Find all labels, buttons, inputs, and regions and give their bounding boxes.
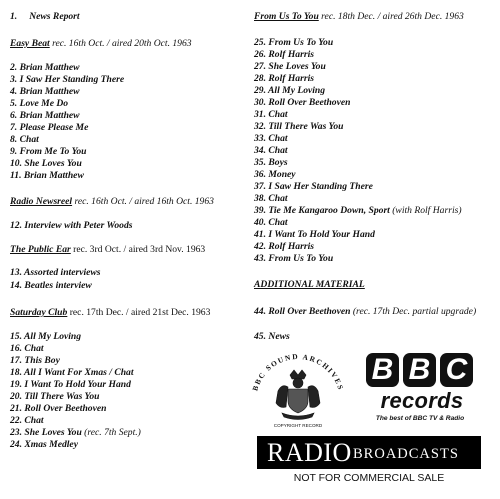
track: 10. She Loves You xyxy=(10,158,82,169)
track: 45. News xyxy=(254,331,290,342)
track: 42. Rolf Harris xyxy=(254,241,314,252)
section-dates: rec. 17th Dec. / aired 21st Dec. 1963 xyxy=(67,307,211,318)
section-title: Radio Newsreel xyxy=(10,196,73,207)
track-title: 39. Tie Me Kangaroo Down, Sport xyxy=(254,205,390,216)
track: 14. Beatles interview xyxy=(10,280,92,291)
section-easy-beat xyxy=(10,38,192,50)
track-note: (with Rolf Harris) xyxy=(389,205,462,216)
broadcasts-word: BROADCASTS xyxy=(353,446,459,462)
section-title: Saturday Club xyxy=(10,307,68,318)
bbc-blocks xyxy=(366,353,474,389)
bbc-records-word: records xyxy=(380,388,464,413)
track: 20. Till There Was You xyxy=(10,391,100,402)
section-public-ear xyxy=(10,244,205,256)
bbc-tagline: The best of BBC TV & Radio xyxy=(375,415,465,422)
track: 37. I Saw Her Standing There xyxy=(254,181,373,192)
track: 27. She Loves You xyxy=(254,61,326,72)
track: 7. Please Please Me xyxy=(10,122,89,133)
section-dates: rec. 16th Oct. / aired 20th Oct. 1963 xyxy=(49,38,192,49)
track: 6. Brian Matthew xyxy=(10,110,80,121)
track: 30. Roll Over Beethoven xyxy=(254,97,351,108)
track: 40. Chat xyxy=(254,217,288,228)
track: 15. All My Loving xyxy=(10,331,82,342)
track: 13. Assorted interviews xyxy=(10,267,101,278)
track xyxy=(10,427,141,439)
not-for-sale-notice: NOT FOR COMMERCIAL SALE xyxy=(293,472,445,484)
section-dates: rec. 3rd Oct. / aired 3rd Nov. 1963 xyxy=(70,244,206,255)
track: 4. Brian Matthew xyxy=(10,86,80,97)
bsa-copyright: COPYRIGHT RECORD xyxy=(273,423,323,428)
track: 43. From Us To You xyxy=(254,253,334,264)
track: 12. Interview with Peter Woods xyxy=(10,220,133,231)
track-title: 44. Roll Over Beethoven xyxy=(254,306,351,317)
coat-of-arms-icon xyxy=(244,345,352,433)
section-additional-material xyxy=(254,279,365,291)
track: 8. Chat xyxy=(10,134,39,145)
track: 41. I Want To Hold Your Hand xyxy=(254,229,375,240)
track: 38. Chat xyxy=(254,193,288,204)
track-note: (rec. 17th Dec. partial upgrade) xyxy=(350,306,477,317)
track: 29. All My Loving xyxy=(254,85,326,96)
bbc-records-logo xyxy=(362,351,478,427)
track: 22. Chat xyxy=(10,415,44,426)
section-dates: rec. 18th Dec. / aired 26th Dec. 1963 xyxy=(318,11,464,22)
bbc-sound-archives-logo xyxy=(244,345,352,433)
track-note: (rec. 7th Sept.) xyxy=(81,427,141,438)
track-title: 23. She Loves You xyxy=(10,427,82,438)
track-1 xyxy=(10,11,80,23)
track: 26. Rolf Harris xyxy=(254,49,314,60)
track: 33. Chat xyxy=(254,133,288,144)
track: 3. I Saw Her Standing There xyxy=(10,74,125,85)
bbc-letter: B xyxy=(366,353,399,387)
track: 18. All I Want For Xmas / Chat xyxy=(10,367,134,378)
radio-word: RADIO xyxy=(267,438,352,467)
track: 35. Boys xyxy=(254,157,288,168)
bbc-letter: C xyxy=(440,353,473,387)
track: 9. From Me To You xyxy=(10,146,87,157)
section-dates: rec. 16th Oct. / aired 16th Oct. 1963 xyxy=(72,196,214,207)
bbc-letter: B xyxy=(403,353,436,387)
track: 32. Till There Was You xyxy=(254,121,344,132)
radio-broadcasts-banner xyxy=(257,436,481,469)
track: 11. Brian Matthew xyxy=(10,170,84,181)
track: 25. From Us To You xyxy=(254,37,334,48)
track: 24. Xmas Medley xyxy=(10,439,78,450)
track-title: News Report xyxy=(29,11,80,22)
section-title: ADDITIONAL MATERIAL xyxy=(254,279,365,290)
track: 16. Chat xyxy=(10,343,44,354)
track: 36. Money xyxy=(254,169,296,180)
section-radio-newsreel xyxy=(10,196,214,208)
section-saturday-club xyxy=(10,307,210,319)
track: 19. I Want To Hold Your Hand xyxy=(10,379,131,390)
section-title: From Us To You xyxy=(254,11,319,22)
track xyxy=(254,306,476,318)
track-number: 1. xyxy=(10,11,18,22)
track: 5. Love Me Do xyxy=(10,98,69,109)
track: 28. Rolf Harris xyxy=(254,73,314,84)
track: 21. Roll Over Beethoven xyxy=(10,403,107,414)
bsa-ring-text: BBC SOUND ARCHIVES xyxy=(250,351,346,392)
track: 2. Brian Matthew xyxy=(10,62,80,73)
track: 31. Chat xyxy=(254,109,288,120)
section-from-us-to-you xyxy=(254,11,464,23)
section-title: The Public Ear xyxy=(10,244,71,255)
track: 34. Chat xyxy=(254,145,288,156)
section-title: Easy Beat xyxy=(10,38,50,49)
track xyxy=(254,205,462,217)
track: 17. This Boy xyxy=(10,355,60,366)
